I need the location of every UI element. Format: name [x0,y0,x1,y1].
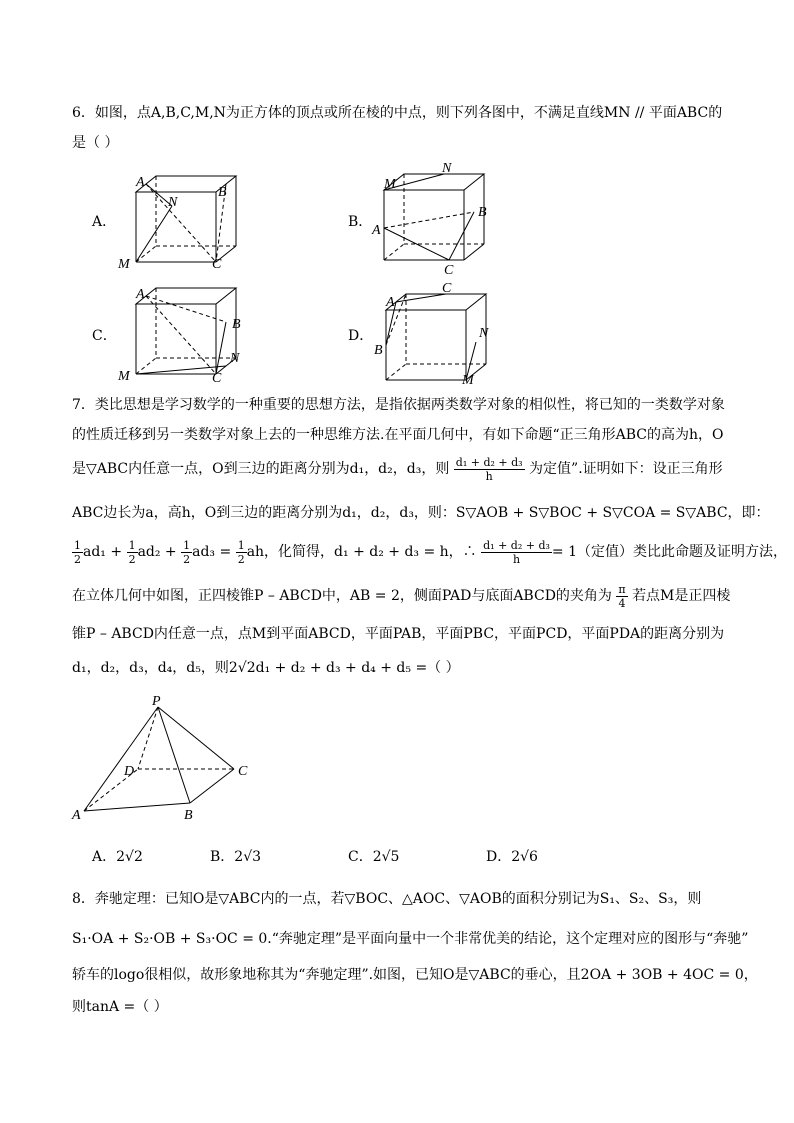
q7-stem-line4: ABC边长为a，高h，O到三边的距离分别为d₁，d₂，d₃，则：S▽AOB + S▽BOC + S▽COA = S▽ABC，即： [72,505,770,521]
pyramid-label-p: P [152,695,161,709]
q7-frac-den: h [485,469,493,483]
q7-stem-line5 [72,534,787,570]
q7-half-4-den: 2 [237,552,245,566]
q6a-label-n: N [168,195,178,210]
q6a-label-b: B [218,185,227,200]
q7-half-3-num: 1 [183,538,191,552]
pyramid-label-c: C [238,764,248,779]
q7-half-2-num: 1 [128,538,136,552]
q8-stem-line1: 8．奔驰定理：已知O是▽ABC内的一点，若▽BOC、△AOC、▽AOB的面积分别记为S₁、S₂、S₃，则 [72,891,702,907]
q6d-label-c: C [442,282,452,296]
q6-option-d: D． [348,328,374,344]
q7-line5-post: = 1（定值）类比此命题及证明方法， [551,544,788,560]
q6d-label-n: N [479,326,489,341]
q6d-label-m: M [462,373,474,388]
pyramid-label-d: D [124,764,135,779]
q6c-label-m: M [118,369,130,384]
pyramid-label-a: A [72,808,81,823]
q6a-label-a: A [136,175,145,190]
q6c-label-c: C [212,371,222,386]
q7-fraction-d-sum-over-h [454,456,525,483]
q7-half-1-den: 2 [74,552,81,566]
q7-line5-part3: ad₃ = [192,544,232,560]
q6a-label-c: C [212,257,222,272]
q7-stem-line2: 的性质迁移到另一类数学对象上去的一种思维方法.在平面几何中，有如下命题“正三角形ABC的高为h，O [72,427,724,443]
q6-option-b: B． [348,214,373,230]
q7-pyramid-figure [66,695,266,830]
pyramid-label-b: B [184,808,193,823]
q6b-label-c: C [444,263,454,278]
q8-stem-line2: S₁·OA + S₂·OB + S₃·OC = 0.“奔驰定理”是平面向量中一个非常优美的结论，这个定理对应的图形与“奔驰” [72,931,749,947]
q7-fraction-pi-over-4 [616,583,627,610]
q6-figure-a [110,166,250,276]
q7-stem-line6 [72,578,730,614]
q6-stem-line2: 是（ ） [72,135,119,151]
q7-frac2-num: d₁ + d₂ + d₃ [483,538,550,552]
q7-line5-part1: ad₁ + [83,544,123,560]
q7-answer-c: C．2√5 [348,849,400,865]
q7-line5-part2: ad₂ + [137,544,177,560]
q6-option-a: A． [92,214,117,230]
q6d-label-b: B [374,343,383,358]
q7-fraction-2 [481,539,552,566]
q7-stem-line3 [72,452,723,486]
q7-half-1-num: 1 [74,538,81,552]
q6a-label-m: M [118,257,130,272]
q6-option-c: C． [92,328,117,344]
q7-half-1 [72,539,83,566]
q7-half-4 [236,539,247,566]
q6c-label-b: B [232,317,241,332]
q7-line6-pre: 在立体几何中如图，正四棱锥P – ABCD中，AB = 2，侧面PAD与底面ABCD的夹角为 [72,588,612,604]
q6-figure-b [368,160,508,280]
q7-frac2-den: h [512,552,521,566]
q6b-label-m: M [384,177,396,192]
q7-pi-den: 4 [618,596,626,610]
q7-stem-line1: 7．类比思想是学习数学的一种重要的思想方法，是指依据两类数学对象的相似性，将已知的一类数学对象 [72,397,725,413]
q6b-label-b: B [478,205,487,220]
q7-half-4-num: 1 [237,538,245,552]
q7-half-2 [127,539,138,566]
q7-half-2-den: 2 [128,552,136,566]
q8-stem-line4: 则tanA =（ ） [72,999,168,1015]
q6c-label-n: N [230,351,240,366]
q7-frac-num: d₁ + d₂ + d₃ [455,455,523,469]
q7-answer-b: B．2√3 [210,849,262,865]
q7-line5-part4: ah，化简得，d₁ + d₂ + d₃ = h，∴ [246,544,477,560]
q7-stem-line8: d₁，d₂，d₃，d₄，d₅，则2√2d₁ + d₂ + d₃ + d₄ + d₅ =（ ） [72,660,460,676]
q7-line3-post: 为定值”.证明如下：设正三角形 [529,461,723,477]
q6b-label-n: N [442,161,452,176]
q7-answer-d: D．2√6 [486,849,538,865]
q6-stem-line1: 6．如图，点A,B,C,M,N为正方体的顶点或所在棱的中点，则下列各图中，不满足直线MN // 平面ABC的 [72,105,723,121]
q8-stem-line3: 轿车的logo很相似，故形象地称其为“奔驰定理”.如图，已知O是▽ABC的垂心，且2OA + 3OB + 4OC = 0， [72,967,758,983]
q7-line3-pre: 是▽ABC内任意一点，O到三边的距离分别为d₁，d₂，d₃，则 [72,461,450,477]
q7-half-3-den: 2 [183,552,191,566]
q6d-label-a: A [386,295,395,310]
q7-stem-line7: 锥P – ABCD内任意一点，点M到平面ABCD，平面PAB，平面PBC，平面PCD，平面PDA的距离分别为 [72,626,725,642]
q6c-label-a: A [136,287,145,302]
q7-pi-num: π [618,582,626,596]
q6-figure-c [110,282,260,392]
q6b-label-a: A [372,223,381,238]
q7-half-3 [181,539,192,566]
q6-figure-d [366,282,506,392]
q7-line6-post: 若点M是正四棱 [632,588,731,604]
q7-answer-a: A．2√2 [92,849,143,865]
